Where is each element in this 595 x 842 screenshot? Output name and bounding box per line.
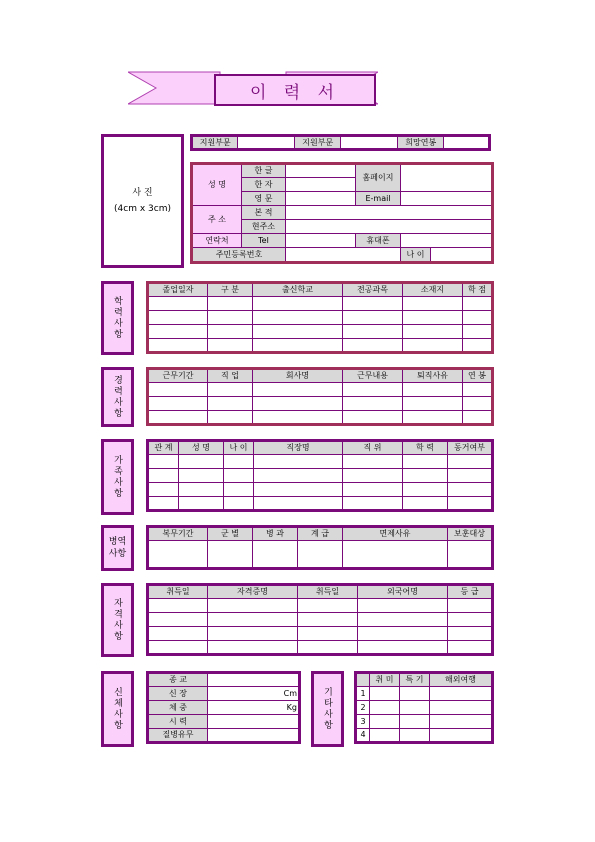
education-header: 학 점	[463, 283, 493, 297]
disease-field[interactable]	[208, 729, 300, 743]
education-header: 출신학교	[253, 283, 343, 297]
education-cell[interactable]	[208, 339, 253, 353]
tel-label: Tel	[242, 234, 286, 248]
education-cell[interactable]	[403, 325, 463, 339]
weight-unit: Kg	[286, 702, 297, 712]
education-header: 구 분	[208, 283, 253, 297]
education-cell[interactable]	[253, 297, 343, 311]
career-cell[interactable]	[148, 397, 208, 411]
homepage-label: 홈페이지	[356, 164, 401, 192]
family-header: 학 력	[403, 441, 448, 455]
military-cell[interactable]	[148, 541, 208, 569]
career-cell[interactable]	[208, 397, 253, 411]
origin-label: 본 적	[242, 206, 286, 220]
family-cell[interactable]	[343, 455, 403, 469]
family-section-label: 가족사항	[101, 439, 134, 515]
family-header: 동거여부	[448, 441, 493, 455]
etc-corner	[356, 673, 370, 687]
etc-row	[356, 729, 493, 743]
family-cell[interactable]	[343, 497, 403, 511]
family-row	[148, 497, 493, 511]
family-cell[interactable]	[224, 455, 254, 469]
etc-row	[356, 687, 493, 701]
etc-header: 해외여행	[430, 673, 493, 687]
height-unit: Cm	[283, 688, 297, 698]
education-row	[148, 297, 493, 311]
height-field[interactable]	[208, 687, 300, 701]
family-cell[interactable]	[403, 497, 448, 511]
family-cell[interactable]	[403, 455, 448, 469]
apply-table	[190, 134, 491, 151]
etc-header: 특 기	[400, 673, 430, 687]
license-header: 등 급	[448, 585, 493, 599]
hanja-label: 한 자	[242, 178, 286, 192]
career-cell[interactable]	[403, 411, 463, 425]
education-cell[interactable]	[148, 311, 208, 325]
homepage-field[interactable]	[401, 164, 493, 192]
education-cell[interactable]	[148, 297, 208, 311]
career-table	[146, 367, 494, 426]
family-cell[interactable]	[448, 455, 493, 469]
education-header: 졸업일자	[148, 283, 208, 297]
career-cell[interactable]	[148, 383, 208, 397]
english-label: 영 문	[242, 192, 286, 206]
career-cell[interactable]	[343, 383, 403, 397]
etc-cell[interactable]	[400, 701, 430, 715]
etc-cell[interactable]	[430, 729, 493, 743]
etc-row	[356, 715, 493, 729]
etc-row	[356, 701, 493, 715]
etc-table	[354, 671, 494, 744]
family-row	[148, 455, 493, 469]
family-row	[148, 469, 493, 483]
license-row	[148, 613, 493, 627]
etc-cell[interactable]	[430, 715, 493, 729]
license-cell[interactable]	[208, 613, 298, 627]
license-cell[interactable]	[298, 599, 358, 613]
education-cell[interactable]	[463, 339, 493, 353]
education-section-label: 학력사항	[101, 281, 134, 355]
body-section-label: 신체사항	[101, 671, 134, 747]
education-cell[interactable]	[463, 297, 493, 311]
education-cell[interactable]	[253, 311, 343, 325]
education-cell[interactable]	[343, 311, 403, 325]
education-cell[interactable]	[403, 311, 463, 325]
education-cell[interactable]	[208, 325, 253, 339]
career-cell[interactable]	[463, 411, 493, 425]
family-cell[interactable]	[448, 469, 493, 483]
career-section-label: 경력사항	[101, 367, 134, 427]
career-row	[148, 383, 493, 397]
english-field[interactable]	[286, 192, 356, 206]
apply-label-1: 지원부문	[192, 136, 238, 150]
education-header: 전공과목	[343, 283, 403, 297]
etc-cell[interactable]	[370, 715, 400, 729]
current-address-label: 현주소	[242, 220, 286, 234]
weight-label: 체 중	[148, 701, 208, 715]
career-row	[148, 397, 493, 411]
apply-field-1[interactable]	[238, 136, 295, 150]
resident-number-label: 주민등록번호	[192, 248, 286, 263]
mobile-label: 휴대폰	[356, 234, 401, 248]
military-header: 병 과	[253, 527, 298, 541]
tel-field[interactable]	[286, 234, 356, 248]
religion-field[interactable]	[208, 673, 300, 687]
education-cell[interactable]	[148, 339, 208, 353]
license-cell[interactable]	[208, 599, 298, 613]
etc-row-number: 3	[356, 715, 370, 729]
license-row	[148, 599, 493, 613]
license-cell[interactable]	[148, 627, 208, 641]
weight-field[interactable]	[208, 701, 300, 715]
age-cell[interactable]	[401, 248, 493, 263]
education-cell[interactable]	[343, 339, 403, 353]
name-label: 성 명	[192, 164, 242, 206]
career-cell[interactable]	[463, 383, 493, 397]
height-label: 신 장	[148, 687, 208, 701]
family-cell[interactable]	[179, 483, 224, 497]
origin-field[interactable]	[286, 206, 493, 220]
family-cell[interactable]	[224, 469, 254, 483]
body-table	[146, 671, 301, 744]
family-cell[interactable]	[148, 483, 179, 497]
etc-row-number: 2	[356, 701, 370, 715]
etc-row-number: 1	[356, 687, 370, 701]
page-title: 이 력 서	[214, 74, 376, 106]
family-cell[interactable]	[148, 469, 179, 483]
career-cell[interactable]	[253, 397, 343, 411]
career-row	[148, 411, 493, 425]
hanja-field[interactable]	[286, 178, 356, 192]
career-cell[interactable]	[403, 383, 463, 397]
license-cell[interactable]	[148, 599, 208, 613]
family-cell[interactable]	[254, 455, 343, 469]
career-header: 회사명	[253, 369, 343, 383]
license-cell[interactable]	[148, 641, 208, 655]
military-header: 계 급	[298, 527, 343, 541]
email-field[interactable]	[401, 192, 493, 206]
family-cell[interactable]	[448, 497, 493, 511]
license-header: 외국어명	[358, 585, 448, 599]
family-cell[interactable]	[403, 469, 448, 483]
career-cell[interactable]	[253, 383, 343, 397]
etc-cell[interactable]	[430, 687, 493, 701]
license-cell[interactable]	[358, 599, 448, 613]
military-cell[interactable]	[448, 541, 493, 569]
education-cell[interactable]	[403, 297, 463, 311]
career-cell[interactable]	[253, 411, 343, 425]
license-cell[interactable]	[448, 641, 493, 655]
salary-field[interactable]	[444, 136, 490, 150]
license-cell[interactable]	[298, 627, 358, 641]
family-cell[interactable]	[343, 469, 403, 483]
military-cell[interactable]	[343, 541, 448, 569]
license-cell[interactable]	[358, 627, 448, 641]
etc-cell[interactable]	[400, 715, 430, 729]
military-cell[interactable]	[298, 541, 343, 569]
career-cell[interactable]	[463, 397, 493, 411]
career-header: 근무기간	[148, 369, 208, 383]
family-cell[interactable]	[179, 455, 224, 469]
etc-cell[interactable]	[370, 687, 400, 701]
license-cell[interactable]	[448, 599, 493, 613]
license-row	[148, 627, 493, 641]
family-table	[146, 439, 494, 512]
mobile-field[interactable]	[401, 234, 493, 248]
education-cell[interactable]	[343, 325, 403, 339]
family-cell[interactable]	[224, 483, 254, 497]
eyesight-label: 시 력	[148, 715, 208, 729]
career-header: 근무내용	[343, 369, 403, 383]
license-section-label: 자격사항	[101, 583, 134, 657]
military-table	[146, 525, 494, 570]
military-header: 면제사유	[343, 527, 448, 541]
family-cell[interactable]	[254, 469, 343, 483]
family-header: 직장명	[254, 441, 343, 455]
career-cell[interactable]	[208, 411, 253, 425]
education-row	[148, 325, 493, 339]
family-cell[interactable]	[254, 483, 343, 497]
apply-field-2[interactable]	[341, 136, 398, 150]
family-cell[interactable]	[343, 483, 403, 497]
education-header: 소재지	[403, 283, 463, 297]
license-header: 취득일	[298, 585, 358, 599]
education-cell[interactable]	[343, 297, 403, 311]
etc-cell[interactable]	[430, 701, 493, 715]
education-row	[148, 339, 493, 353]
address-label: 주 소	[192, 206, 242, 234]
military-cell[interactable]	[253, 541, 298, 569]
family-header: 나 이	[224, 441, 254, 455]
etc-cell[interactable]	[370, 701, 400, 715]
etc-cell[interactable]	[370, 729, 400, 743]
religion-label: 종 교	[148, 673, 208, 687]
family-cell[interactable]	[179, 497, 224, 511]
apply-label-2: 지원부문	[295, 136, 341, 150]
current-address-field[interactable]	[286, 220, 493, 234]
etc-header: 취 미	[370, 673, 400, 687]
license-cell[interactable]	[448, 613, 493, 627]
license-cell[interactable]	[448, 627, 493, 641]
etc-row-number: 4	[356, 729, 370, 743]
personal-table	[190, 162, 494, 264]
family-cell[interactable]	[448, 483, 493, 497]
education-cell[interactable]	[253, 339, 343, 353]
license-header: 자격증명	[208, 585, 298, 599]
etc-cell[interactable]	[400, 687, 430, 701]
career-cell[interactable]	[343, 397, 403, 411]
age-label: 나 이	[401, 248, 431, 261]
disease-label: 질병유무	[148, 729, 208, 743]
military-header: 보훈대상	[448, 527, 493, 541]
education-table	[146, 281, 494, 354]
family-cell[interactable]	[148, 497, 179, 511]
email-label: E-mail	[356, 192, 401, 206]
education-row	[148, 311, 493, 325]
salary-label: 희망연봉	[398, 136, 444, 150]
education-cell[interactable]	[208, 311, 253, 325]
license-cell[interactable]	[358, 641, 448, 655]
hangul-field[interactable]	[286, 164, 356, 178]
resident-number-field[interactable]	[286, 248, 401, 263]
military-header: 복무기간	[148, 527, 208, 541]
military-section-label: 병역사항	[101, 525, 134, 571]
etc-section-label: 기타사항	[311, 671, 344, 747]
military-header: 군 별	[208, 527, 253, 541]
license-header: 취득일	[148, 585, 208, 599]
family-cell[interactable]	[254, 497, 343, 511]
license-cell[interactable]	[298, 641, 358, 655]
license-cell[interactable]	[208, 627, 298, 641]
license-row	[148, 641, 493, 655]
career-cell[interactable]	[208, 383, 253, 397]
photo-box[interactable]	[101, 134, 184, 268]
education-cell[interactable]	[403, 339, 463, 353]
license-cell[interactable]	[148, 613, 208, 627]
family-header: 직 위	[343, 441, 403, 455]
education-cell[interactable]	[463, 325, 493, 339]
family-row	[148, 483, 493, 497]
photo-size: (4cm x 3cm)	[114, 204, 171, 214]
family-cell[interactable]	[148, 455, 179, 469]
career-cell[interactable]	[403, 397, 463, 411]
family-cell[interactable]	[224, 497, 254, 511]
education-cell[interactable]	[253, 325, 343, 339]
photo-label: 사 진	[132, 188, 153, 198]
contact-label: 연락처	[192, 234, 242, 248]
license-table	[146, 583, 494, 656]
education-cell[interactable]	[148, 325, 208, 339]
license-cell[interactable]	[298, 613, 358, 627]
military-cell[interactable]	[208, 541, 253, 569]
etc-cell[interactable]	[400, 729, 430, 743]
education-cell[interactable]	[463, 311, 493, 325]
career-header: 연 봉	[463, 369, 493, 383]
family-header: 성 명	[179, 441, 224, 455]
family-cell[interactable]	[403, 483, 448, 497]
career-cell[interactable]	[148, 411, 208, 425]
career-cell[interactable]	[343, 411, 403, 425]
eyesight-field[interactable]	[208, 715, 300, 729]
license-cell[interactable]	[358, 613, 448, 627]
family-header: 관 계	[148, 441, 179, 455]
career-header: 직 업	[208, 369, 253, 383]
hangul-label: 한 글	[242, 164, 286, 178]
license-cell[interactable]	[208, 641, 298, 655]
family-cell[interactable]	[179, 469, 224, 483]
education-cell[interactable]	[208, 297, 253, 311]
career-header: 퇴직사유	[403, 369, 463, 383]
